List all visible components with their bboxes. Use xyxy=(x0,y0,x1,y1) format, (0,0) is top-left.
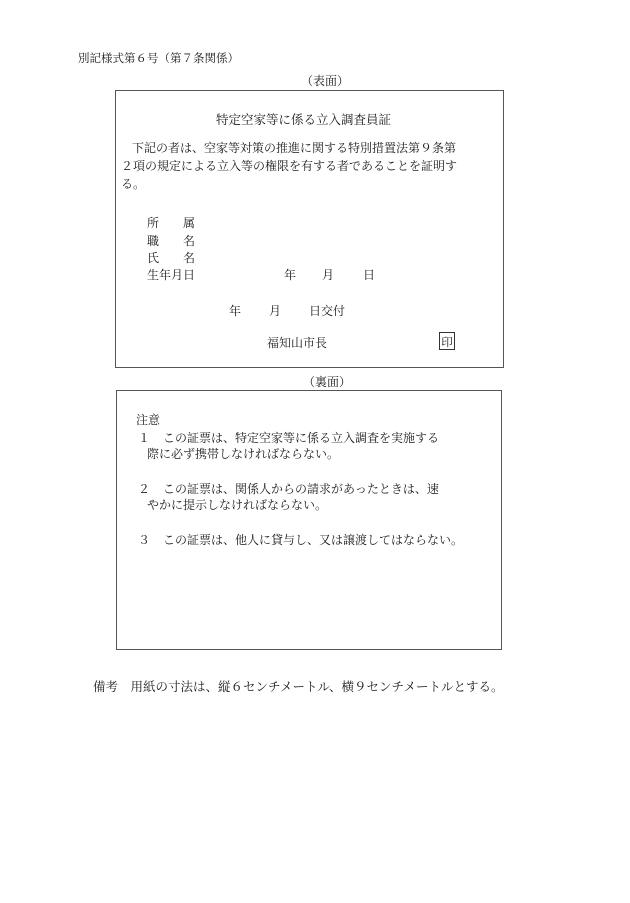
issue-date-suffix: 日交付 xyxy=(309,304,346,318)
issue-year-unit: 年 xyxy=(229,304,242,318)
birth-year-unit: 年 xyxy=(284,268,297,282)
note-1-line-2: 際に必ず携帯しなければならない。 xyxy=(147,447,340,461)
front-side-label: （表面） xyxy=(301,74,350,88)
certificate-body-line-2: ２項の規定による立入等の権限を有する者であることを証明す xyxy=(121,159,458,173)
note-3-line-1: この証票は、他人に貸与し、又は譲渡してはならない。 xyxy=(163,533,464,547)
note-3-number: ３ xyxy=(138,533,151,547)
back-side-label: （裏面） xyxy=(303,375,352,389)
field-name-label: 氏 名 xyxy=(147,251,196,265)
remark-note: 備考 用紙の寸法は、縦６センチメートル、横９センチメートルとする。 xyxy=(93,679,504,694)
note-1-number: １ xyxy=(138,431,151,445)
certificate-title: 特定空家等に係る立入調査員証 xyxy=(216,112,392,127)
issue-month-unit: 月 xyxy=(269,304,282,318)
note-2-number: ２ xyxy=(138,482,151,496)
field-position-label: 職 名 xyxy=(147,234,196,248)
birth-month-unit: 月 xyxy=(322,268,335,282)
seal-stamp: 印 xyxy=(439,332,455,350)
field-affiliation-label: 所 属 xyxy=(147,216,196,230)
notes-heading: 注意 xyxy=(136,413,161,427)
field-birthdate-label: 生年月日 xyxy=(147,268,196,282)
note-2-line-2: やかに提示しなければならない。 xyxy=(147,498,328,512)
note-2-line-1: この証票は、関係人からの請求があったときは、速 xyxy=(163,482,439,496)
note-1-line-1: この証票は、特定空家等に係る立入調査を実施する xyxy=(163,431,440,445)
certificate-body-line-1: 下記の者は、空家等対策の推進に関する特別措置法第９条第 xyxy=(132,141,457,155)
issuer-title: 福知山市長 xyxy=(267,336,328,350)
birth-day-unit: 日 xyxy=(363,268,376,282)
form-number: 別記様式第６号（第７条関係） xyxy=(78,51,239,65)
certificate-body-line-3: る。 xyxy=(121,177,146,191)
